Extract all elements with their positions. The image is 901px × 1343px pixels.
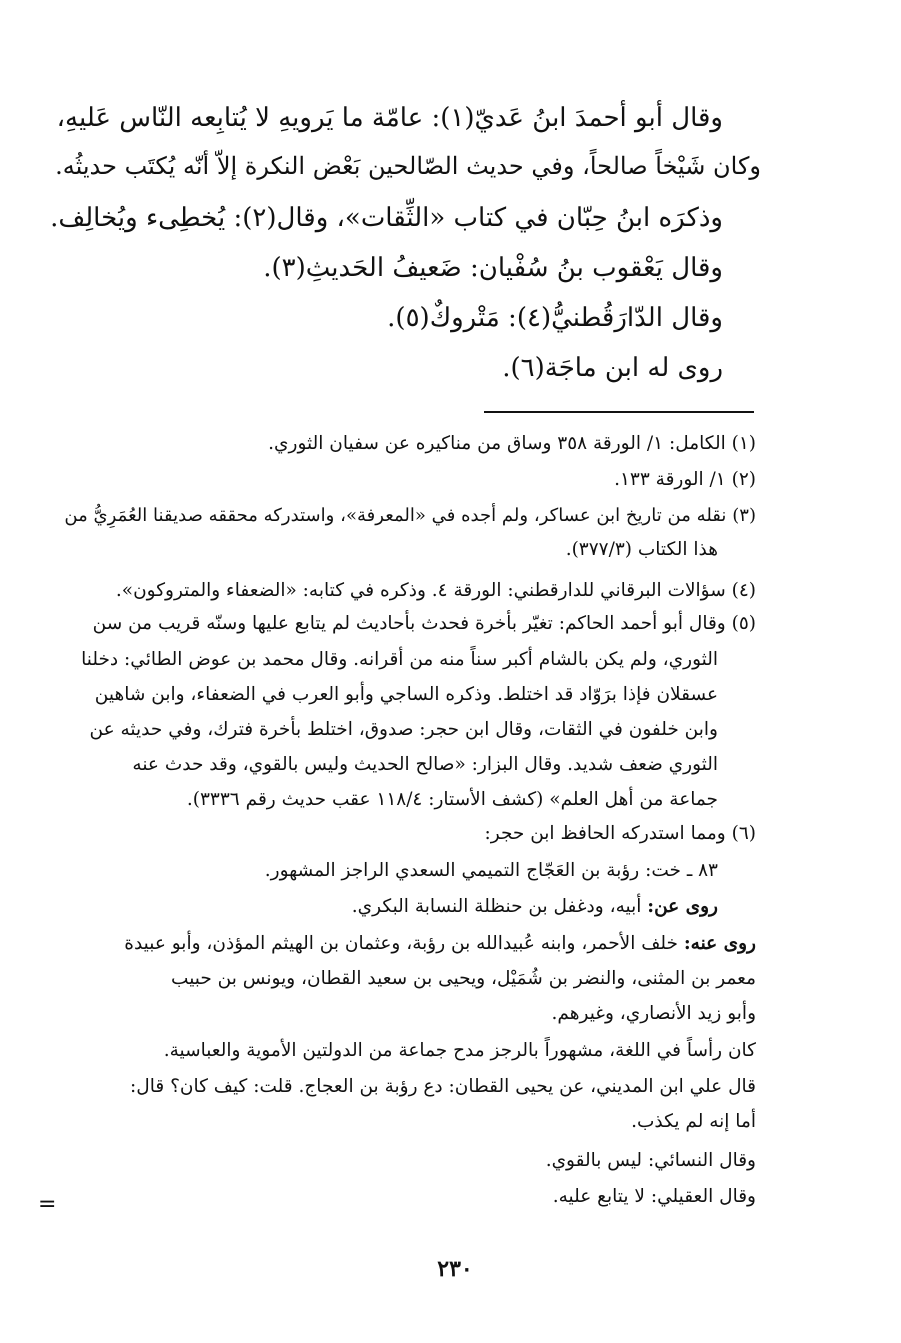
footnote-5-continuation: الثوري، ولم يكن بالشام أكبر سناً منه من أقرانه. وقال محمد بن عوض الطائي: دخلنا: [81, 649, 718, 670]
footnote-6-line: معمر بن المثنى، والنضر بن شُمَيْل، ويحيى بن سعيد القطان، ويونس بن حبيب: [171, 968, 756, 989]
footnote-5-continuation: الثوري ضعف شديد. وقال البزار: «صالح الحديث وليس بالقوي، وقد حدث عنه: [132, 754, 718, 775]
footnote-6-line: وقال النسائي: ليس بالقوي.: [545, 1150, 756, 1171]
main-text-line: وذكرَه ابنُ حِبّان في كتاب «الثِّقات»، وقال(٢): يُخطِىء ويُخالِف.: [50, 203, 723, 233]
narrated-by-label: روى عنه:: [683, 933, 756, 954]
footnote-6-line: وأبو زيد الأنصاري، وغيرهم.: [551, 1003, 756, 1024]
footnote-5-continuation: وابن خلفون في الثقات، وقال ابن حجر: صدوق، اختلط بأخرة فترك، وفي حديثه عن: [89, 719, 718, 740]
main-text-line: روى له ابن ماجَة(٦).: [502, 353, 723, 383]
continuation-marker: =: [38, 1192, 57, 1217]
footnote-separator: [484, 411, 754, 413]
main-text-line: وقال يَعْقوب بنُ سُفْيان: ضَعيفُ الحَديثِ(٣).: [263, 253, 723, 283]
footnote-5-continuation: جماعة من أهل العلم» (كشف الأستار: ١١٨/٤ عقب حديث رقم ٣٣٣٦).: [186, 789, 718, 810]
main-text-line: وقال الدّارَقُطنيُّ(٤): مَتْروكٌ(٥).: [387, 303, 723, 333]
narrated-from-label: روى عن:: [647, 896, 718, 917]
footnote-6-line: قال علي ابن المديني، عن يحيى القطان: دع رؤبة بن العجاج. قلت: كيف كان؟ قال:: [130, 1076, 756, 1097]
footnote-2: (٢) ١/ الورقة ١٣٣.: [614, 469, 756, 490]
footnote-6-narrators-from: [50, 890, 718, 924]
footnote-5-continuation: عسقلان فإذا برَوّاد قد اختلط. وذكره الساجي وأبو العرب في الضعفاء، وابن شاهين: [94, 684, 718, 705]
footnote-3-continuation: هذا الكتاب (٣٧٧/٣).: [565, 539, 718, 560]
footnote-6-entry-title: ٨٣ ـ خت: رؤبة بن العَجّاج التميمي السعدي الراجز المشهور.: [264, 860, 718, 881]
narrated-by-text: خلف الأحمر، وابنه عُبيدالله بن رؤبة، وعثمان بن الهيثم المؤذن، وأبو عبيدة: [124, 933, 684, 954]
footnote-6-line: وقال العقيلي: لا يتابع عليه.: [552, 1186, 756, 1207]
footnote-1: (١) الكامل: ١/ الورقة ٣٥٨ وساق من مناكيره عن سفيان الثوري.: [268, 433, 756, 454]
page-number: ٢٣٠: [437, 1256, 473, 1282]
footnote-6-line: أما إنه لم يكذب.: [631, 1111, 756, 1132]
narrated-from-text: أبيه، ودغفل بن حنظلة النسابة البكري.: [351, 896, 648, 917]
footnote-5: (٥) وقال أبو أحمد الحاكم: تغيّر بأخرة فحدث بأحاديث لم يتابع عليها وسنّه قريب من سن: [92, 613, 756, 634]
footnote-4: (٤) سؤالات البرقاني للدارقطني: الورقة ٤. وذكره في كتابه: «الضعفاء والمتروكون».: [115, 580, 756, 601]
footnote-6-line: كان رأساً في اللغة، مشهوراً بالرجز مدح جماعة من الدولتين الأموية والعباسية.: [163, 1040, 756, 1061]
footnote-6-narrators-to: [50, 927, 756, 961]
footnote-6: (٦) ومما استدركه الحافظ ابن حجر:: [484, 823, 756, 844]
main-text-line: وكان شَيْخاً صالحاً، وفي حديث الصّالحين بَعْض النكرة إلاّ أنّه يُكتَب حديثُه.: [55, 152, 761, 180]
main-text-line: وقال أبو أحمدَ ابنُ عَديّ(١): عامّة ما يَرويهِ لا يُتابِعه النّاس عَليهِ،: [56, 103, 723, 133]
footnote-3: (٣) نقله من تاريخ ابن عساكر، ولم أجده في «المعرفة»، واستدركه محققه صديقنا العُمَرِيُّ من: [64, 505, 756, 526]
